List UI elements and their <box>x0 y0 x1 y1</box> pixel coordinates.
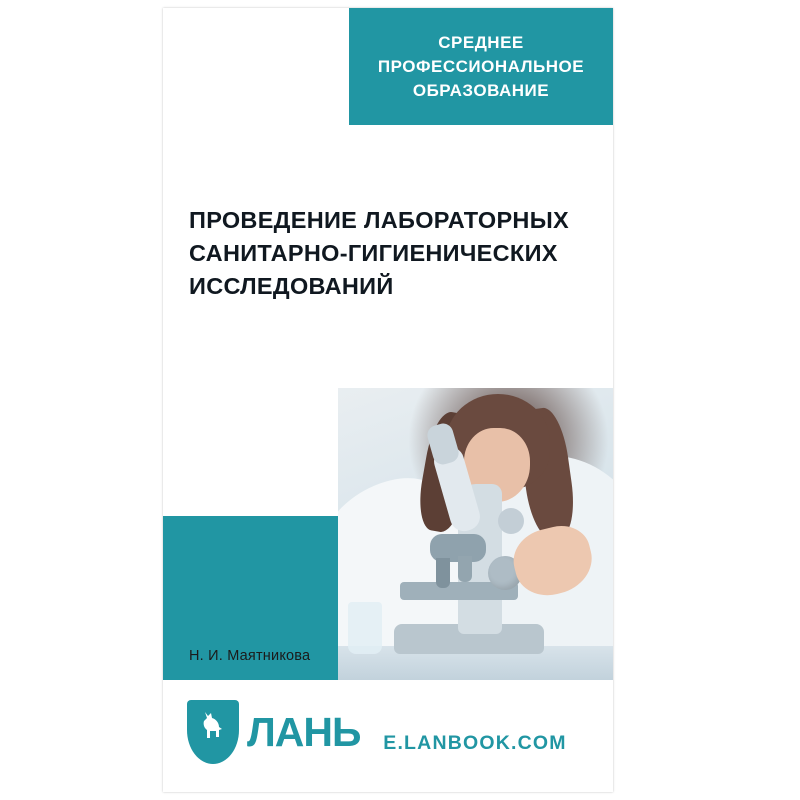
title-line-2: САНИТАРНО-ГИГИЕНИЧЕСКИХ <box>189 240 558 266</box>
cover-photo <box>338 388 613 680</box>
series-line-3: ОБРАЗОВАНИЕ <box>412 80 550 100</box>
publisher-logo <box>187 700 360 764</box>
series-line-2: ПРОФЕССИОНАЛЬНОЕ <box>377 56 585 76</box>
microscope-adjust-knob-icon <box>498 508 524 534</box>
publisher-name: ЛАНЬ <box>247 709 361 755</box>
microscope-objective-2-icon <box>458 556 472 582</box>
book-title <box>189 204 609 303</box>
title-line-3: ИССЛЕДОВАНИЙ <box>189 273 394 299</box>
glassware <box>348 602 382 654</box>
series-banner <box>349 8 613 125</box>
series-line-1: СРЕДНЕЕ <box>438 32 524 52</box>
title-line-1: ПРОВЕДЕНИЕ ЛАБОРАТОРНЫХ <box>189 207 569 233</box>
book-cover <box>163 8 613 792</box>
author-name: Н. И. Маятникова <box>189 648 311 664</box>
deer-emblem-icon <box>187 700 239 764</box>
microscope-objective-1-icon <box>436 558 450 588</box>
publisher-website: E.LANBOOK.COM <box>383 732 567 754</box>
